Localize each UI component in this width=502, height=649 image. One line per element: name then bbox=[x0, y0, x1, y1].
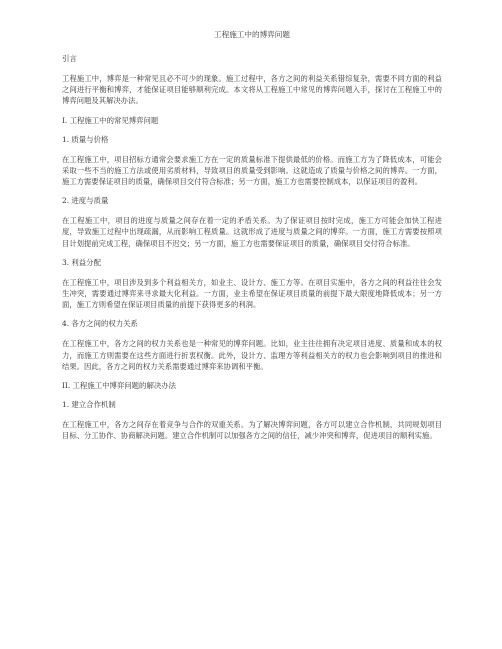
subsection-cooperation-text: 在工程施工中，各方之间存在着竞争与合作的双重关系。为了解决博弈问题，各方可以建立合作机制，共同规划项目目标、分工协作、协商解决问题。建立合作机制可以加强各方之间的信任，减少冲突和博弈，促进项目的顺利实施。 bbox=[62, 420, 442, 441]
subsection-quality-price-text: 在工程施工中，项目招标方通常会要求施工方在一定的质量标准下提供最低的价格。而施工方为了降低成本，可能会采取一些不当的施工方法或使用劣质材料，导致项目的质量受到影响。这就造成了质量与价格之间的博弈。一方面，施工方需要保证项目的质量，确保项目交付符合标准；另一方面，施工方也需要控制成本，以保证项目的盈利。 bbox=[62, 154, 442, 187]
document-title: 工程施工中的博弈问题 bbox=[214, 30, 290, 39]
subsection-schedule-quality-heading: 2. 进度与质量 bbox=[62, 196, 109, 206]
intro-heading: 引言 bbox=[62, 54, 77, 63]
subsection-cooperation-heading: 1. 建立合作机制 bbox=[62, 400, 116, 410]
subsection-benefit-distribution-text: 在工程施工中，项目涉及到多个利益相关方，如业主、设计方、施工方等。在项目实施中，各方之间的利益往往会发生冲突，需要通过博弈来寻求最大化利益。一方面，业主希望在保证项目质量的前提下最大限度地降低成本；另一方面，施工方则希望在保证项目质量的前提下获得更多的利润。 bbox=[62, 277, 442, 310]
intro-paragraph: 工程施工中，博弈是一种常见且必不可少的现象。施工过程中，各方之间的利益关系错综复杂，需要不同方面的利益之间进行平衡和博弈，才能保证项目能够顺利完成。本文将从工程施工中常见的博弈问题入手，探讨在工程施工中的博弈问题及其解决办法。 bbox=[62, 74, 442, 106]
subsection-power-relations-heading: 4. 各方之间的权力关系 bbox=[62, 319, 138, 329]
subsection-schedule-quality-text: 在工程施工中，项目的进度与质量之间存在着一定的矛盾关系。为了保证项目按时完成，施工方可能会加快工程进度，导致施工过程中出现疏漏，从而影响工程质量。这就形成了进度与质量之间的博弈。一方面，施工方需要按照项目计划提前完成工程，确保项目不迟交；另一方面，施工方也需要保证项目的质量，确保项目交付符合标准。 bbox=[62, 216, 442, 248]
subsection-benefit-distribution-heading: 3. 利益分配 bbox=[62, 257, 101, 267]
section-2-heading: II. 工程施工中博弈问题的解决办法 bbox=[62, 381, 177, 391]
subsection-power-relations-text: 在工程施工中，各方之间的权力关系也是一种常见的博弈问题。比如，业主往往拥有决定项目进度、质量和成本的权力，而施工方则需要在这些方面进行折衷权衡。此外，设计方、监理方等利益相关方的权力也会影响到项目的推进和结果。因此，各方之间的权力关系需要通过博弈来协调和平衡。 bbox=[62, 339, 442, 371]
section-1-heading: I. 工程施工中的常见博弈问题 bbox=[62, 115, 159, 125]
subsection-quality-price-heading: 1. 质量与价格 bbox=[62, 134, 109, 144]
